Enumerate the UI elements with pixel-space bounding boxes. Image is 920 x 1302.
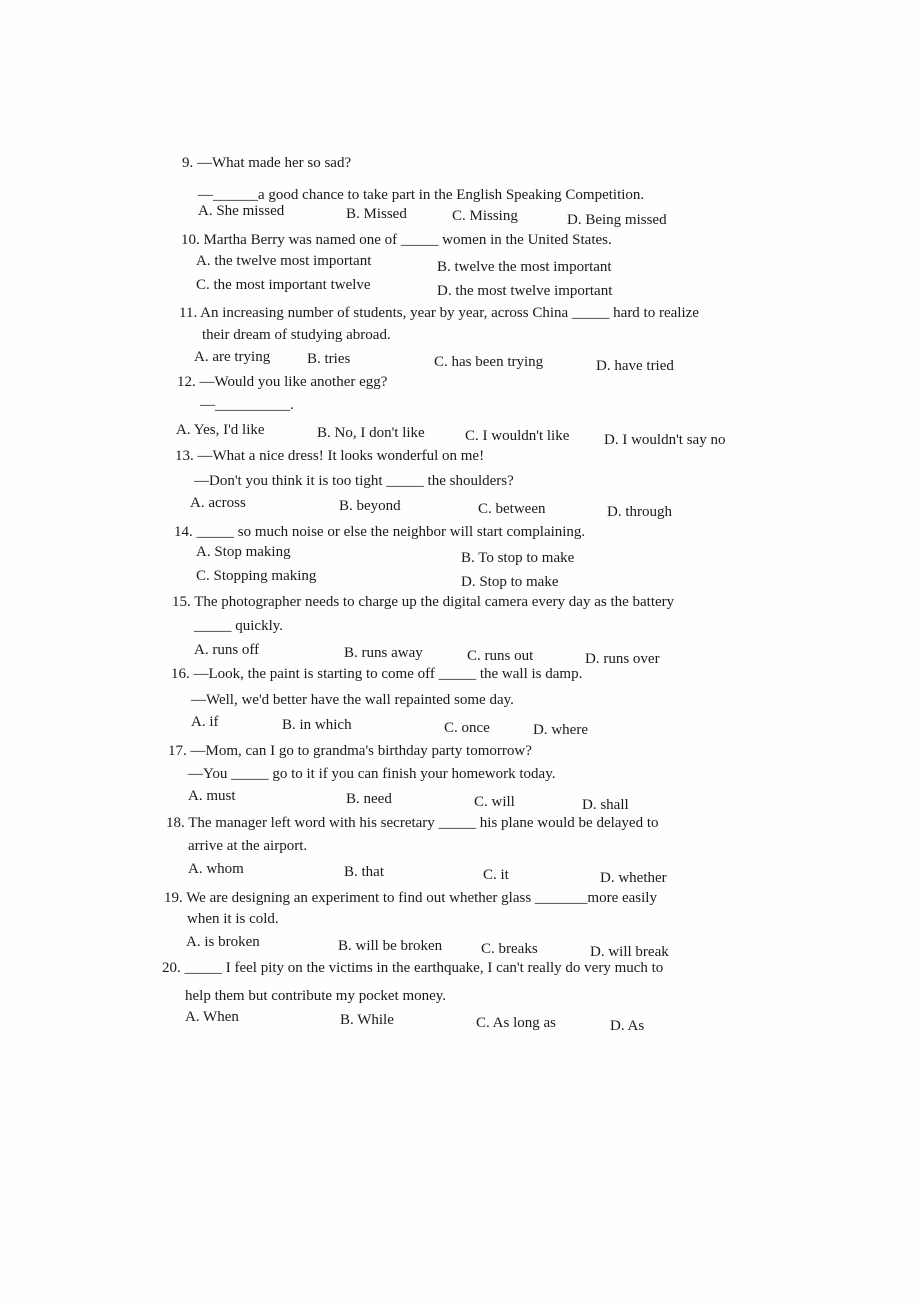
option-b: B. While [340,1012,394,1028]
option-b: B. runs away [344,645,423,661]
option-a: A. must [188,788,236,804]
question-text: 18. The manager left word with his secretary _____ his plane would be delayed to [166,815,659,831]
option-d: D. will break [590,944,669,960]
question-text: 12. —Would you like another egg? [177,374,388,390]
question-text: —______a good chance to take part in the English Speaking Competition. [198,187,645,203]
option-c: C. has been trying [434,354,544,370]
option-b: B. need [346,791,392,807]
question-text: 10. Martha Berry was named one of _____ women in the United States. [181,232,612,248]
question-text: 11. An increasing number of students, year by year, across China _____ hard to realize [179,305,699,321]
question-text: 17. —Mom, can I go to grandma's birthday party tomorrow? [168,743,532,759]
question-text: when it is cold. [187,911,279,927]
question-text: —Well, we'd better have the wall repainted some day. [191,692,514,708]
option-b: B. in which [282,717,352,733]
question-text: 13. —What a nice dress! It looks wonderful on me! [175,448,485,464]
option-b: B. that [344,864,384,880]
option-a: A. if [191,714,219,730]
option-c: C. it [483,867,509,883]
option-d: D. shall [582,797,629,813]
option-c: C. Missing [452,208,518,224]
question-text: their dream of studying abroad. [202,327,391,343]
option-d: D. whether [600,870,667,886]
option-b: B. Missed [346,206,407,222]
option-b: B. twelve the most important [437,259,612,275]
option-d: D. where [533,722,588,738]
option-c: C. once [444,720,490,736]
option-c: C. I wouldn't like [465,428,570,444]
option-a: A. She missed [198,203,285,219]
option-c: C. breaks [481,941,538,957]
question-text: 14. _____ so much noise or else the neighbor will start complaining. [174,524,586,540]
option-a: A. is broken [186,934,260,950]
option-a: A. whom [188,861,244,877]
option-a: A. Yes, I'd like [176,422,265,438]
question-text: 20. _____ I feel pity on the victims in the earthquake, I can't really do very much to [162,960,664,976]
option-d: D. As [610,1018,645,1034]
option-a: A. are trying [194,349,271,365]
option-a: A. When [185,1009,239,1025]
option-d: D. Stop to make [461,574,559,590]
option-b: B. will be broken [338,938,443,954]
option-a: A. Stop making [196,544,291,560]
option-b: B. tries [307,351,351,367]
option-b: B. No, I don't like [317,425,425,441]
option-c: C. Stopping making [196,568,317,584]
option-b: B. To stop to make [461,550,575,566]
option-d: D. the most twelve important [437,283,613,299]
option-a: A. the twelve most important [196,253,372,269]
option-a: A. runs off [194,642,260,658]
question-text: 9. —What made her so sad? [182,155,352,171]
option-d: D. through [607,504,672,520]
question-text: 16. —Look, the paint is starting to come off _____ the wall is damp. [171,666,583,682]
option-c: C. runs out [467,648,534,664]
option-c: C. the most important twelve [196,277,371,293]
question-text: help them but contribute my pocket money. [185,988,447,1004]
option-a: A. across [190,495,246,511]
option-d: D. runs over [585,651,660,667]
question-text: _____ quickly. [194,618,284,634]
option-d: D. have tried [596,358,674,374]
question-text: 19. We are designing an experiment to find out whether glass _______more easily [164,890,657,906]
option-d: D. I wouldn't say no [604,432,726,448]
question-text: —You _____ go to it if you can finish your homework today. [188,766,556,782]
option-c: C. between [478,501,546,517]
question-text: arrive at the airport. [188,838,308,854]
option-d: D. Being missed [567,212,667,228]
option-b: B. beyond [339,498,401,514]
answer-blank: —__________. [200,397,294,413]
option-c: C. will [474,794,515,810]
option-c: C. As long as [476,1015,557,1031]
question-text: —Don't you think it is too tight _____ the shoulders? [194,473,514,489]
question-text: 15. The photographer needs to charge up the digital camera every day as the battery [172,594,675,610]
